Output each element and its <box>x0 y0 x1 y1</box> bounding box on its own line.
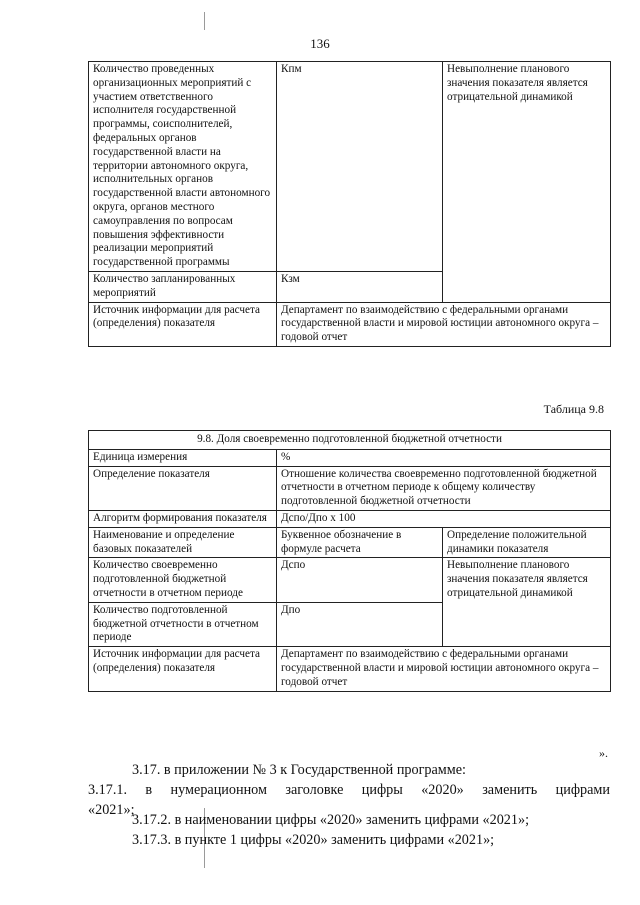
paragraph-3-17-2: 3.17.2. в наименовании цифры «2020» заменить цифрами «2021»; <box>132 812 530 828</box>
base-indicator-name: Количество подготовленной бюджетной отчетности в отчетном периоде <box>89 602 277 646</box>
table-row <box>89 302 611 346</box>
table-row <box>89 510 611 527</box>
table-caption: Таблица 9.8 <box>543 402 604 416</box>
table-row <box>89 466 611 510</box>
table-row <box>89 558 611 602</box>
indicator-table-continued <box>88 61 611 347</box>
algorithm-label: Алгоритм формирования показателя <box>89 510 277 527</box>
base-indicator-symbol: Дпо <box>277 602 443 646</box>
paragraph-3-17-1: 3.17.1. в нумерационном заголовке цифры «2020» заменить цифрами <box>88 782 610 798</box>
source-label: Источник информации для расчета (определения) показателя <box>89 647 277 691</box>
page-number: 136 <box>310 36 330 51</box>
closing-quote: ». <box>599 746 608 760</box>
source-value: Департамент по взаимодействию с федеральными органами государственной власти и мировой юстиции автономного округа – годовой отчет <box>277 647 611 691</box>
positive-dynamics-definition: Невыполнение планового значения показателя является отрицательной динамикой <box>443 558 611 647</box>
source-value: Департамент по взаимодействию с федеральными органами государственной власти и мировой юстиции автономного округа – годовой отчет <box>277 302 611 346</box>
table-row <box>89 62 611 272</box>
column-header-dynamics: Определение положительной динамики показателя <box>443 527 611 558</box>
unit-label: Единица измерения <box>89 449 277 466</box>
table-title: 9.8. Доля своевременно подготовленной бюджетной отчетности <box>89 431 611 450</box>
table-row <box>89 647 611 691</box>
column-header-name: Наименование и определение базовых показателей <box>89 527 277 558</box>
base-indicator-name: Количество запланированных мероприятий <box>89 271 277 302</box>
indicator-table-9-8 <box>88 430 611 692</box>
paragraph-3-17-3: 3.17.3. в пункте 1 цифры «2020» заменить цифрами «2021»; <box>132 832 495 848</box>
definition-label: Определение показателя <box>89 466 277 510</box>
algorithm-value: Дспо/Дпо х 100 <box>277 510 611 527</box>
column-header-symbol: Буквенное обозначение в формуле расчета <box>277 527 443 558</box>
paragraph-3-17-1-continued: «2021»; <box>88 802 135 818</box>
base-indicator-symbol: Дспо <box>277 558 443 602</box>
base-indicator-symbol: Кпм <box>277 62 443 272</box>
positive-dynamics-definition: Невыполнение планового значения показателя является отрицательной динамикой <box>443 62 611 303</box>
table-row <box>89 431 611 450</box>
source-label: Источник информации для расчета (определения) показателя <box>89 302 277 346</box>
base-indicator-name: Количество своевременно подготовленной бюджетной отчетности в отчетном периоде <box>89 558 277 602</box>
base-indicator-name: Количество проведенных организационных мероприятий с участием ответственного исполнителя государственной программы, соисполнителей, федеральных органов государственной власти на территории автономного округа, исполнительных органов государственной власти автономного округа, органов местного самоуправления по вопросам повышения эффективности реализации мероприятий государственной программы <box>89 62 277 272</box>
table-header-row <box>89 527 611 558</box>
base-indicator-symbol: Кзм <box>277 271 443 302</box>
paragraph-3-17: 3.17. в приложении № 3 к Государственной программе: <box>132 762 466 778</box>
table-row <box>89 449 611 466</box>
unit-value: % <box>277 449 611 466</box>
scan-mark-top <box>204 12 205 30</box>
definition-value: Отношение количества своевременно подготовленной бюджетной отчетности в отчетном периоде к общему количеству подготовленной бюджетной отчетности <box>277 466 611 510</box>
